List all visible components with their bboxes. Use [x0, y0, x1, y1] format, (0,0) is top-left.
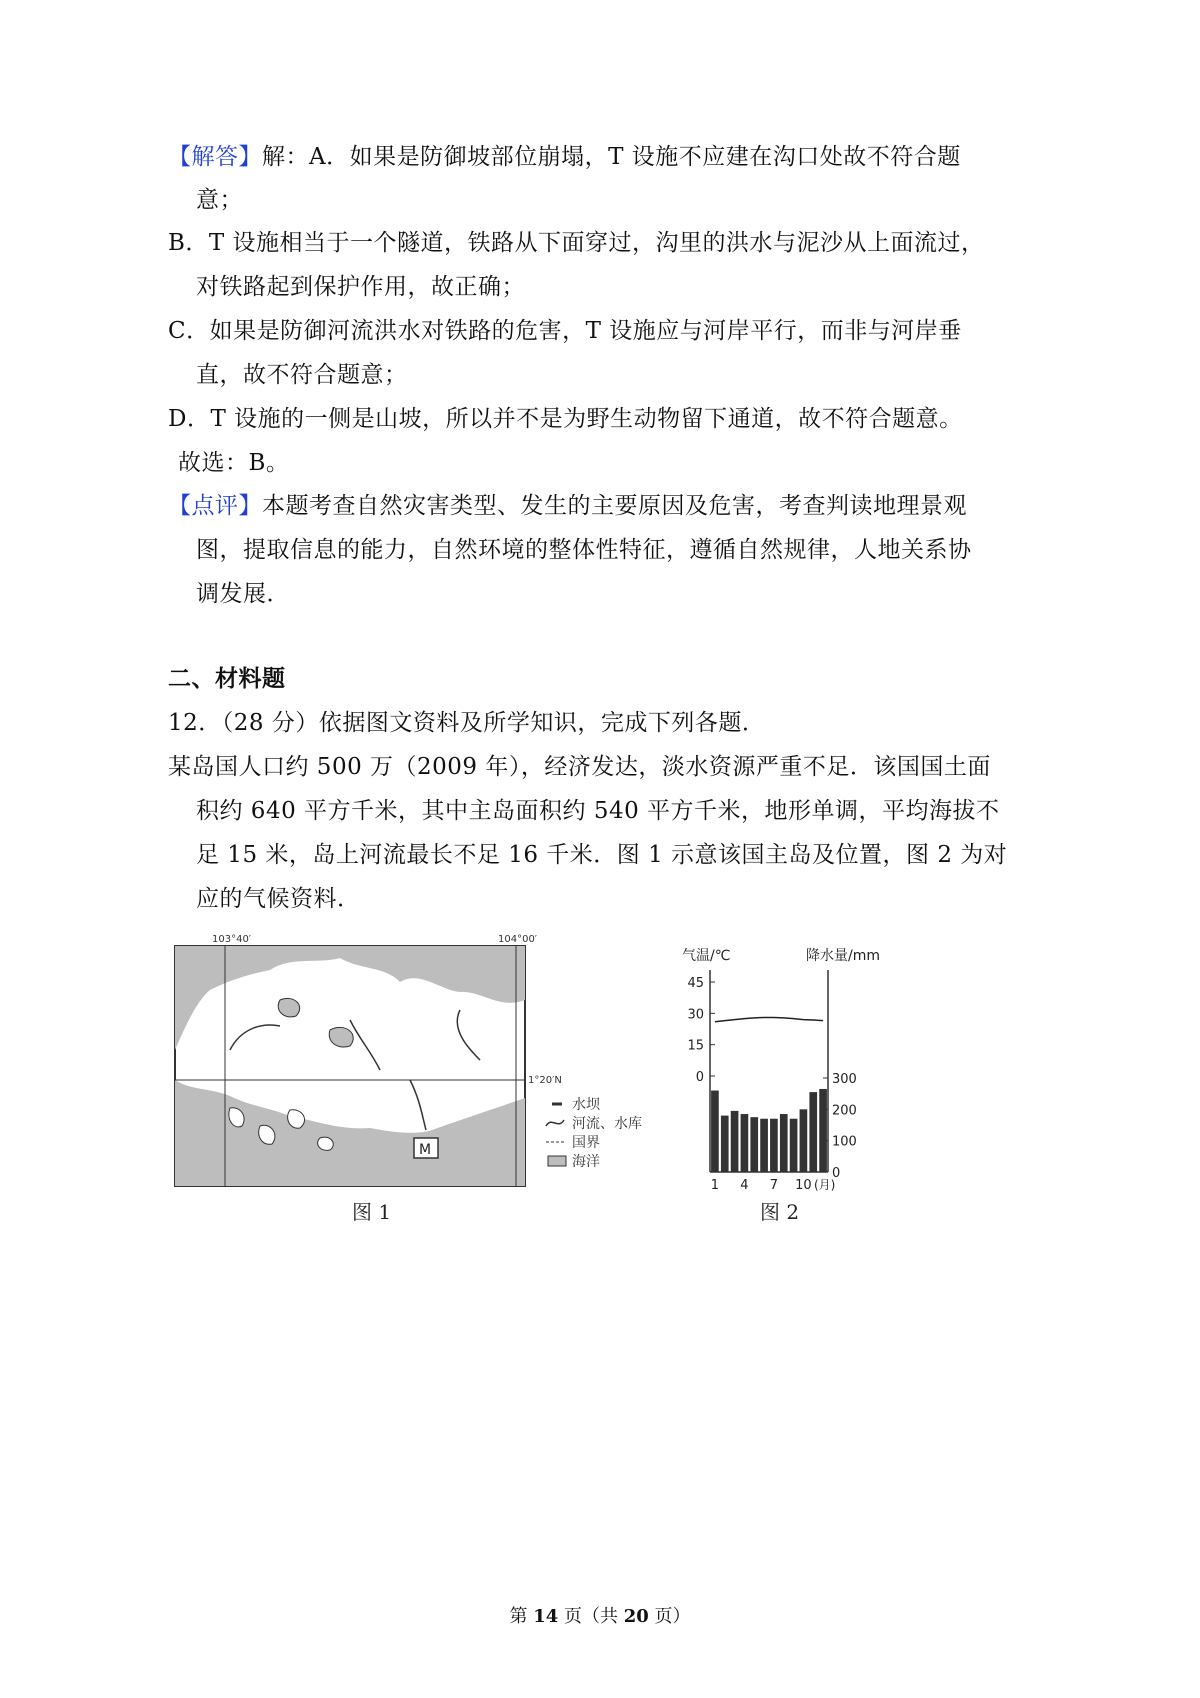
option-d-line-1: D．T 设施的一侧是山坡，所以并不是为野生动物留下通道，故不符合题意。 — [168, 406, 963, 432]
right-tick-label: 300 — [832, 1072, 857, 1087]
x-axis-unit-label: (月) — [814, 1178, 836, 1192]
answer-choice: 故选：B。 — [178, 450, 290, 476]
question-para-2: 积约 640 平方千米，其中主岛面积约 540 平方千米，地形单调，平均海拔不 — [196, 798, 1000, 824]
x-tick-label: 1 — [710, 1178, 720, 1193]
precip-bar — [721, 1116, 729, 1172]
ylabel-left: 气温/℃ — [682, 948, 731, 964]
marker-m-label: M — [419, 1142, 432, 1158]
precip-bar — [819, 1089, 827, 1172]
section-title: 二、材料题 — [168, 665, 286, 692]
precip-bar — [770, 1119, 778, 1172]
precip-bar — [800, 1109, 808, 1172]
answer-line-2: 意； — [196, 187, 243, 213]
comment-line-2: 图，提取信息的能力，自然环境的整体性特征，遵循自然规律，人地关系协 — [196, 537, 972, 563]
comment-text-1: 本题考查自然灾害类型、发生的主要原因及危害，考查判读地理景观 — [262, 493, 967, 519]
precip-bar — [760, 1119, 768, 1172]
islet-4 — [318, 1137, 334, 1150]
lon-left-label: 103°40′ — [212, 934, 252, 945]
left-tick-label: 45 — [687, 976, 704, 991]
precip-bar — [780, 1114, 788, 1172]
left-tick-label: 15 — [687, 1038, 704, 1054]
legend-sea: 海洋 — [572, 1154, 600, 1170]
legend-dam: 水坝 — [572, 1097, 600, 1113]
answer-intro: 解：A．如果是防御坡部位崩塌，T 设施不应建在沟口处故不符合题 — [262, 144, 961, 170]
option-b-line-1: B．T 设施相当于一个隧道，铁路从下面穿过，沟里的洪水与泥沙从上面流过， — [168, 230, 985, 256]
right-tick-label: 0 — [832, 1166, 841, 1181]
footer-mid: 页（共 — [558, 1606, 624, 1627]
comment-tag: 【点评】 — [168, 493, 262, 519]
figure2-caption: 图 2 — [760, 1200, 800, 1224]
lon-right-label: 104°00′ — [498, 934, 538, 945]
comment-line-3: 调发展． — [196, 581, 290, 607]
precip-bar — [741, 1114, 749, 1172]
footer-post: 页） — [648, 1606, 691, 1627]
answer-tag: 【解答】 — [168, 144, 262, 170]
page-footer — [0, 1602, 1200, 1628]
legend-border: 国界 — [572, 1135, 600, 1151]
answer-line-1 — [168, 142, 961, 172]
question-para-1: 某岛国人口约 500 万（2009 年），经济发达，淡水资源严重不足．该国国土面 — [168, 754, 991, 780]
lat-label: 1°20′N — [528, 1075, 562, 1086]
footer-pre: 第 — [509, 1606, 534, 1627]
precip-bar — [750, 1117, 758, 1172]
comment-line-1 — [168, 491, 967, 521]
x-tick-label: 10 — [795, 1178, 812, 1193]
footer-page-number: 14 — [533, 1606, 559, 1627]
legend-river-symbol — [546, 1120, 564, 1126]
question-stem: 12．（28 分）依据图文资料及所学知识，完成下列各题． — [168, 710, 766, 736]
option-b-line-2: 对铁路起到保护作用，故正确； — [196, 274, 525, 300]
precip-bar — [790, 1119, 798, 1172]
x-tick-label: 7 — [769, 1178, 779, 1193]
question-para-4: 应的气候资料． — [196, 886, 361, 912]
figure1-caption: 图 1 — [352, 1200, 392, 1224]
figure2-climate-chart — [680, 940, 910, 1200]
ylabel-right: 降水量/mm — [806, 948, 880, 964]
figure1-map — [170, 930, 690, 1200]
x-tick-label: 4 — [740, 1178, 749, 1193]
right-tick-label: 200 — [832, 1103, 857, 1119]
precip-bar — [731, 1111, 739, 1172]
question-para-3: 足 15 米，岛上河流最长不足 16 千米．图 1 示意该国主岛及位置，图 2 为对 — [196, 842, 1008, 868]
option-c-line-2: 直，故不符合题意； — [196, 362, 408, 388]
precip-bar — [711, 1091, 719, 1172]
right-tick-label: 100 — [832, 1134, 857, 1150]
left-tick-label: 30 — [687, 1007, 704, 1023]
precip-bar — [809, 1092, 817, 1172]
footer-total-pages: 20 — [623, 1606, 649, 1627]
temperature-line — [715, 1018, 823, 1022]
legend-river: 河流、水库 — [572, 1116, 642, 1132]
left-tick-label: 0 — [695, 1070, 704, 1085]
option-c-line-1: C．如果是防御河流洪水对铁路的危害，T 设施应与河岸平行，而非与河岸垂 — [168, 318, 962, 344]
legend-sea-symbol — [548, 1156, 566, 1166]
